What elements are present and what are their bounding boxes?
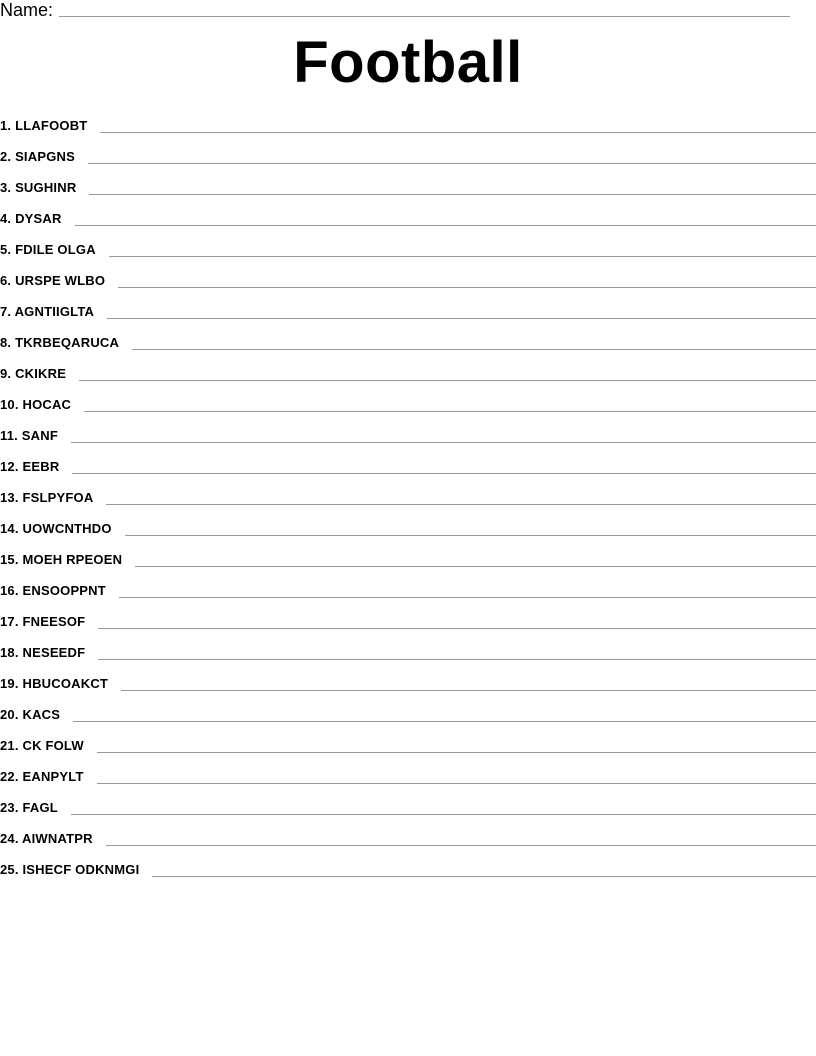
clue-text <box>0 676 108 691</box>
clue-row <box>0 451 816 482</box>
scrambled-word: AGNTIIGLTA <box>14 304 95 319</box>
answer-line[interactable] <box>106 504 816 505</box>
name-label: Name: <box>0 0 54 20</box>
answer-line[interactable] <box>71 442 816 443</box>
answer-line[interactable] <box>135 566 816 567</box>
scrambled-word: FSLPYFOA <box>22 490 94 505</box>
clue-row <box>0 482 816 513</box>
clue-row <box>0 389 816 420</box>
clue-number: 1. <box>0 118 12 133</box>
clue-number: 16. <box>0 583 19 598</box>
clue-text <box>0 397 71 412</box>
answer-line[interactable] <box>119 597 816 598</box>
clue-number: 5. <box>0 242 12 257</box>
scrambled-word: AIWNATPR <box>22 831 93 846</box>
clue-number: 3. <box>0 180 12 195</box>
answer-line[interactable] <box>107 318 816 319</box>
answer-line[interactable] <box>71 814 816 815</box>
answer-line[interactable] <box>88 163 816 164</box>
clue-number: 24. <box>0 831 19 846</box>
scrambled-word: CK FOLW <box>22 738 84 753</box>
clue-text <box>0 211 62 226</box>
clue-text <box>0 707 60 722</box>
clue-text <box>0 428 58 443</box>
answer-line[interactable] <box>97 783 816 784</box>
answer-line[interactable] <box>132 349 816 350</box>
clue-row <box>0 203 816 234</box>
clue-row <box>0 234 816 265</box>
clue-number: 14. <box>0 521 19 536</box>
clue-number: 21. <box>0 738 19 753</box>
scrambled-word: SUGHINR <box>15 180 77 195</box>
answer-line[interactable] <box>98 628 816 629</box>
clue-text <box>0 149 75 164</box>
clue-row <box>0 110 816 141</box>
clue-number: 13. <box>0 490 19 505</box>
scrambled-word: UOWCNTHDO <box>22 521 112 536</box>
clue-text <box>0 459 59 474</box>
clue-number: 20. <box>0 707 19 722</box>
scrambled-word: ENSOOPPNT <box>22 583 106 598</box>
clue-row <box>0 730 816 761</box>
clue-text <box>0 273 105 288</box>
scrambled-word: TKRBEQARUCA <box>15 335 120 350</box>
answer-line[interactable] <box>89 194 816 195</box>
clue-row <box>0 668 816 699</box>
clue-row <box>0 761 816 792</box>
scrambled-word: ISHECF ODKNMGI <box>22 862 140 877</box>
clue-text <box>0 335 119 350</box>
clue-row <box>0 296 816 327</box>
clue-number: 10. <box>0 397 19 412</box>
clue-text <box>0 118 87 133</box>
clue-text <box>0 180 76 195</box>
worksheet-title: Football <box>293 30 523 95</box>
clue-row <box>0 513 816 544</box>
scrambled-word: EANPYLT <box>22 769 84 784</box>
answer-line[interactable] <box>118 287 816 288</box>
answer-line[interactable] <box>152 876 816 877</box>
clue-text <box>0 583 106 598</box>
clue-text <box>0 800 58 815</box>
clue-number: 8. <box>0 335 12 350</box>
clue-number: 6. <box>0 273 12 288</box>
clue-text <box>0 521 112 536</box>
scrambled-word: DYSAR <box>15 211 62 226</box>
scrambled-word: URSPE WLBO <box>15 273 106 288</box>
clue-text <box>0 242 96 257</box>
clue-text <box>0 862 139 877</box>
clue-row <box>0 606 816 637</box>
clue-row <box>0 699 816 730</box>
scrambled-word: FAGL <box>22 800 58 815</box>
answer-line[interactable] <box>109 256 816 257</box>
scrambled-word: MOEH RPEOEN <box>22 552 123 567</box>
clue-row <box>0 172 816 203</box>
clue-number: 23. <box>0 800 19 815</box>
clue-row <box>0 823 816 854</box>
clue-row <box>0 637 816 668</box>
answer-line[interactable] <box>121 690 816 691</box>
clue-row <box>0 327 816 358</box>
clue-text <box>0 738 84 753</box>
clue-number: 22. <box>0 769 19 784</box>
clue-row <box>0 854 816 885</box>
clue-row <box>0 575 816 606</box>
scrambled-word: KACS <box>22 707 61 722</box>
scrambled-word: NESEEDF <box>22 645 86 660</box>
name-input-line[interactable] <box>59 16 790 17</box>
scrambled-word: SANF <box>21 428 58 443</box>
answer-line[interactable] <box>98 659 816 660</box>
answer-line[interactable] <box>84 411 816 412</box>
clue-row <box>0 141 816 172</box>
scrambled-word: HOCAC <box>22 397 72 412</box>
scrambled-word: FDILE OLGA <box>15 242 96 257</box>
answer-line[interactable] <box>100 132 816 133</box>
clue-number: 4. <box>0 211 12 226</box>
clue-number: 11. <box>0 428 18 443</box>
clue-text <box>0 304 94 319</box>
clue-number: 19. <box>0 676 19 691</box>
scrambled-word: SIAPGNS <box>15 149 75 164</box>
answer-line[interactable] <box>79 380 816 381</box>
answer-line[interactable] <box>106 845 816 846</box>
clue-text <box>0 614 85 629</box>
clue-number: 25. <box>0 862 19 877</box>
clue-text <box>0 490 93 505</box>
clue-number: 7. <box>0 304 12 319</box>
clue-number: 2. <box>0 149 12 164</box>
clue-text <box>0 645 85 660</box>
clue-text <box>0 552 122 567</box>
clue-number: 9. <box>0 366 12 381</box>
clue-number: 18. <box>0 645 19 660</box>
scrambled-word: EEBR <box>22 459 60 474</box>
scrambled-word: HBUCOAKCT <box>22 676 109 691</box>
scramble-list <box>0 110 816 885</box>
clue-number: 17. <box>0 614 19 629</box>
answer-line[interactable] <box>75 225 816 226</box>
answer-line[interactable] <box>97 752 816 753</box>
clue-number: 15. <box>0 552 19 567</box>
scrambled-word: CKIKRE <box>15 366 67 381</box>
clue-number: 12. <box>0 459 19 474</box>
clue-row <box>0 265 816 296</box>
clue-text <box>0 769 84 784</box>
clue-row <box>0 420 816 451</box>
clue-text <box>0 831 93 846</box>
answer-line[interactable] <box>72 473 816 474</box>
clue-row <box>0 792 816 823</box>
clue-row <box>0 544 816 575</box>
scrambled-word: FNEESOF <box>22 614 86 629</box>
clue-row <box>0 358 816 389</box>
answer-line[interactable] <box>125 535 816 536</box>
name-row <box>0 0 790 22</box>
clue-text <box>0 366 66 381</box>
answer-line[interactable] <box>73 721 816 722</box>
scrambled-word: LLAFOOBT <box>15 118 88 133</box>
